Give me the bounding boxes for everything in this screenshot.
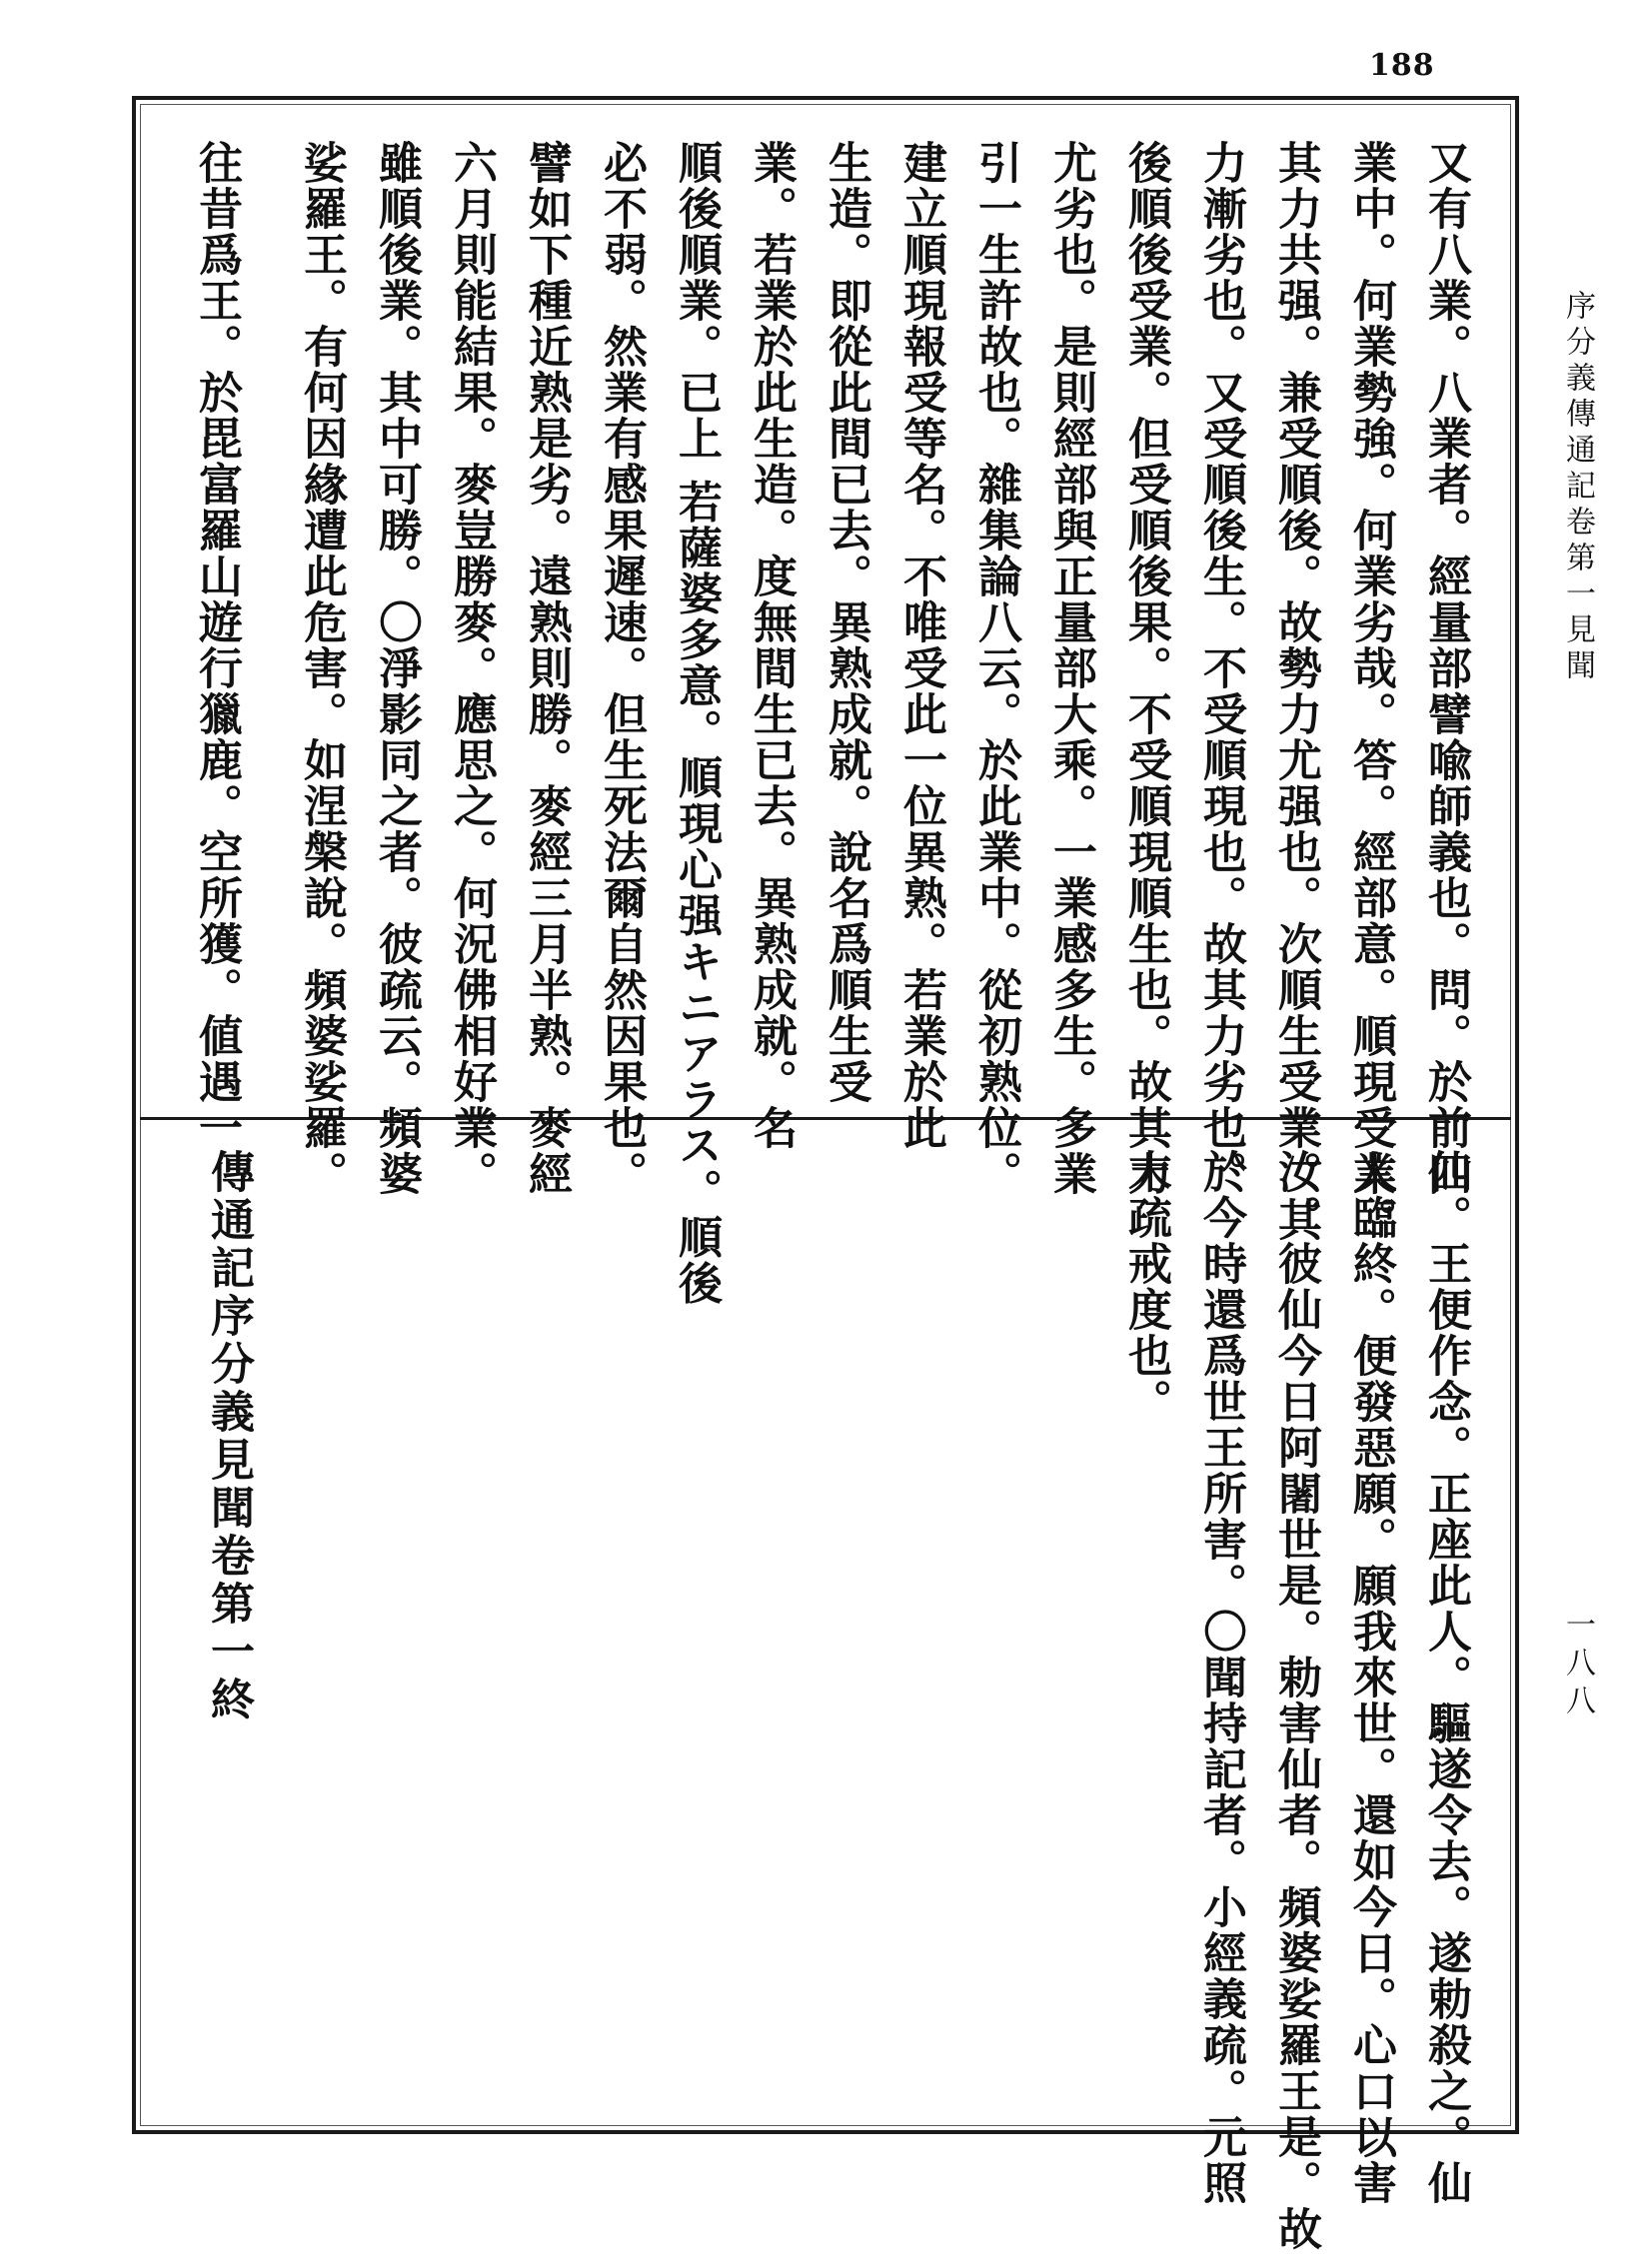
text-column: 人臨終。便發惡願。願我來世。還如今日。心口以害 bbox=[1345, 1149, 1396, 2206]
text-column: 力漸劣也。又受順後生。不受順現也。故其力劣也。 bbox=[1195, 140, 1246, 1197]
text-column: 於今時還爲世王所害。〇聞持記者。小經義疏。元照 bbox=[1195, 1149, 1246, 2206]
text-column: 建立順現報受等名。不唯受此一位異熟。若業於此 bbox=[895, 140, 946, 1151]
page-number: 188 bbox=[1369, 48, 1435, 83]
text-column: 譬如下種近熟是劣。遠熟則勝。麥經三月半熟。麥經 bbox=[521, 140, 572, 1197]
text-column: 汝。彼仙今日阿闍世是。勅害仙者。頻婆娑羅王是。故 bbox=[1270, 1149, 1321, 2252]
text-column: 生造。即從此間已去。異熟成就。說名爲順生受 bbox=[820, 140, 871, 1105]
text-column: 其力共强。兼受順後。故勢力尤强也。次順生受業。其 bbox=[1270, 140, 1321, 1243]
text-column: 業。若業於此生造。度無間生已去。異熟成就。名 bbox=[746, 140, 797, 1151]
text-column: 順後順業。已上 若薩婆多意。順現心强キニアラス。順後 bbox=[671, 140, 722, 1307]
text-column: 必不弱。然業有感果遲速。但生死法爾自然因果也。 bbox=[596, 140, 647, 1197]
text-column: 娑羅王。有何因緣遭此危害。如涅槃說。頻婆娑羅。 bbox=[296, 140, 347, 1197]
text-column: 往昔爲王。於毘富羅山遊行獵鹿。空所獲。値遇一 bbox=[191, 140, 242, 1151]
text-column: 業中。何業勢強。何業劣哉。答。經部意。順現受業。 bbox=[1345, 140, 1396, 1243]
text-column: 引一生許故也。雜集論八云。於此業中。從初熟位。 bbox=[970, 140, 1021, 1197]
text-column: 又有八業。八業者。經量部譬喩師義也。問。於前四 bbox=[1420, 140, 1471, 1197]
side-page-number: 一八八 bbox=[1560, 1609, 1595, 1722]
volume-end-title: 傳通記序分義見聞卷第一終 bbox=[203, 1149, 254, 1724]
running-head: 序分義傳通記卷第一見聞 bbox=[1560, 290, 1595, 685]
text-column: 仙。王便作念。正座此人。驅遂令去。遂勅殺之。仙 bbox=[1420, 1149, 1471, 2206]
text-column: 尤劣也。是則經部與正量部大乘。一業感多生。多業 bbox=[1045, 140, 1096, 1197]
text-column: 雖順後業。其中可勝。〇淨影同之者。彼疏云。頻婆 bbox=[371, 140, 422, 1197]
text-column: 六月則能結果。麥豈勝麥。應思之。何況佛相好業。 bbox=[446, 140, 497, 1197]
text-column: 末疏戒度也。 bbox=[1120, 1149, 1171, 1425]
text-column: 後順後受業。但受順後果。不受順現順生也。故其力 bbox=[1120, 140, 1171, 1197]
